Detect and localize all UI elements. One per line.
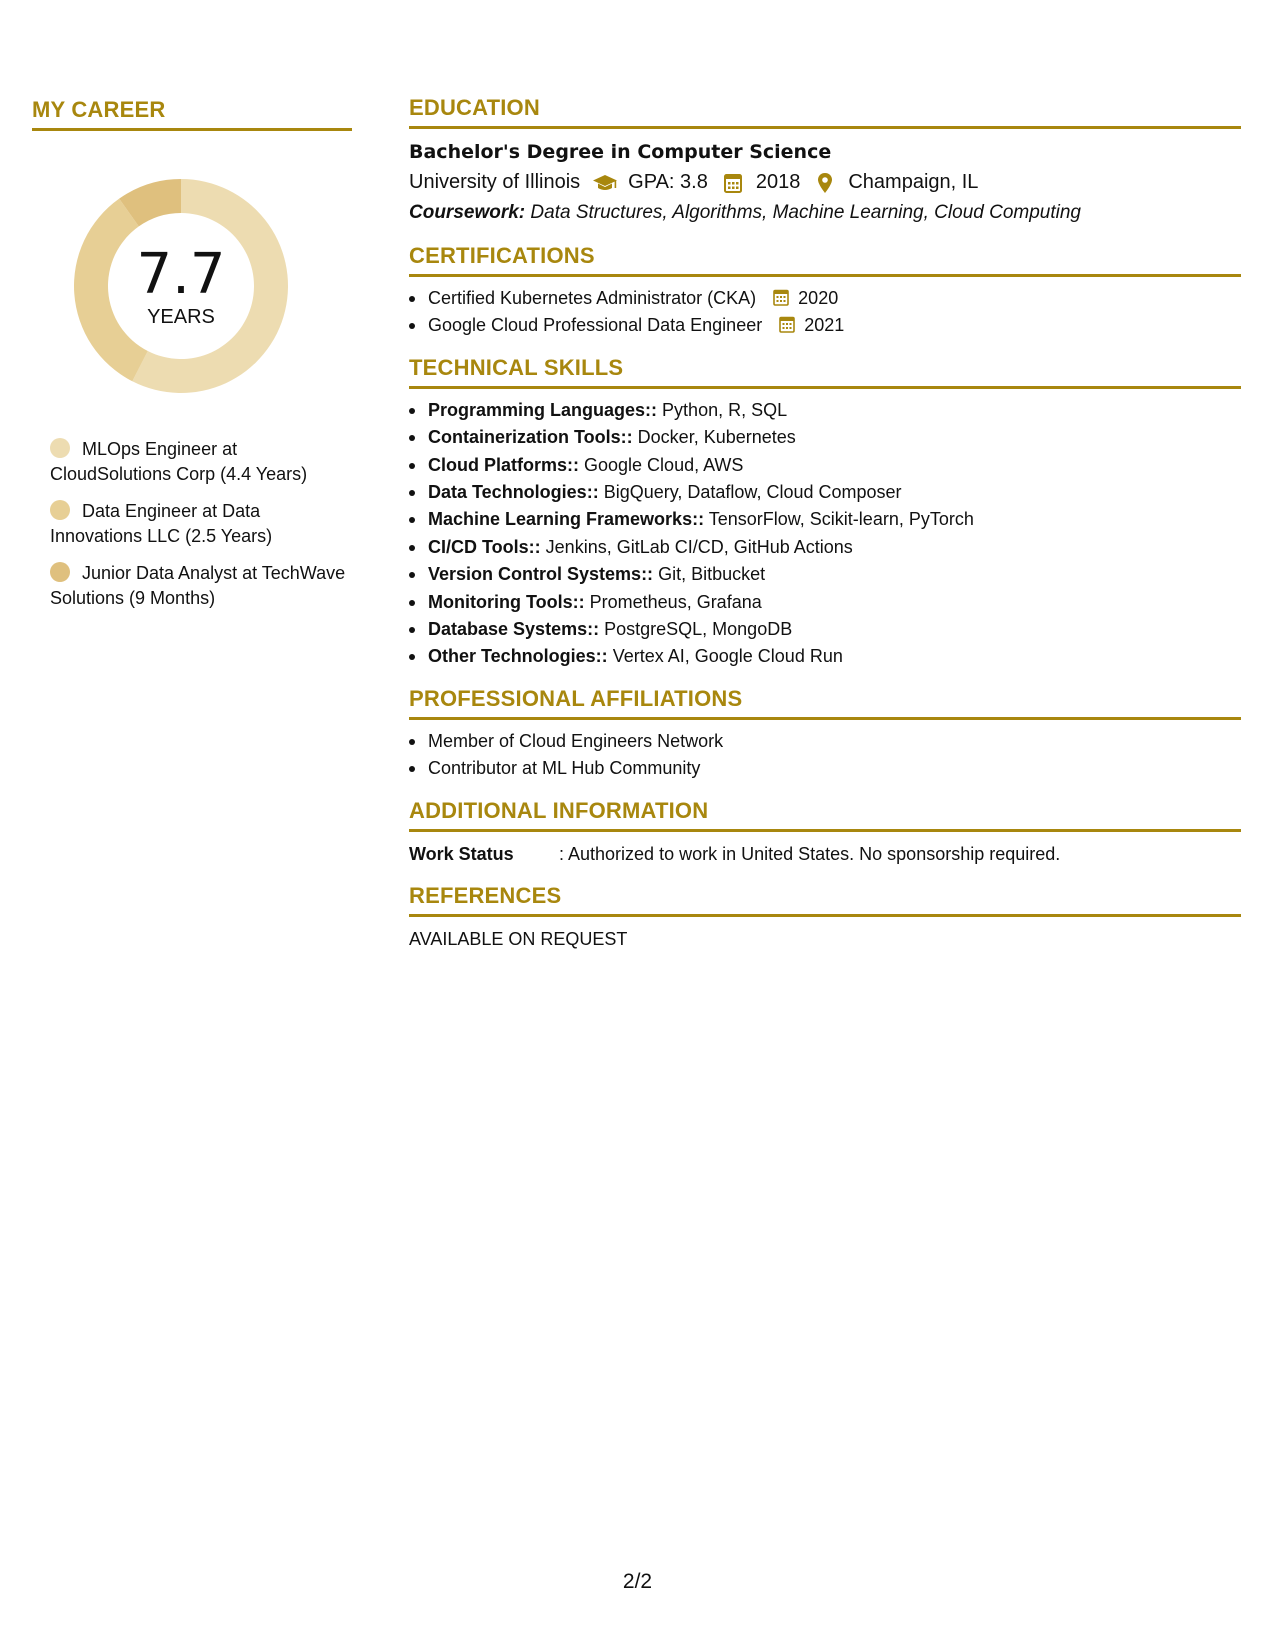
coursework-value: Data Structures, Algorithms, Machine Learning, Cloud Computing: [530, 202, 1081, 223]
affiliations-section: [409, 685, 1241, 783]
calendar-icon: [779, 316, 795, 333]
graduation-cap-icon: [592, 172, 618, 194]
skill-value: Git, Bitbucket: [658, 564, 766, 585]
skill-item: [409, 424, 1241, 451]
legend-dot: [50, 438, 70, 458]
affiliation-item: Contributor at ML Hub Community: [409, 755, 1241, 782]
skills-list: [409, 397, 1241, 671]
skill-value: Docker, Kubernetes: [637, 427, 796, 448]
skill-label: Machine Learning Frameworks::: [428, 509, 705, 530]
skill-value: Google Cloud, AWS: [584, 454, 744, 475]
page-indicator: 2/2: [622, 1570, 653, 1593]
additional-section: [409, 797, 1241, 868]
skill-label: Data Technologies::: [428, 482, 599, 503]
skill-value: Prometheus, Grafana: [589, 591, 762, 612]
certifications-list: [409, 285, 1241, 340]
legend-label: Junior Data Analyst at TechWave Solutions (9 Months): [50, 563, 346, 608]
affiliations-title: PROFESSIONAL AFFILIATIONS: [409, 685, 1241, 720]
references-title: REFERENCES: [409, 882, 1241, 917]
education-year: 2018: [755, 171, 801, 193]
skill-label: Cloud Platforms::: [428, 454, 579, 475]
education-degree: Bachelor's Degree in Computer Science: [409, 141, 832, 163]
skill-item: [409, 452, 1241, 479]
skills-title: TECHNICAL SKILLS: [409, 354, 1241, 389]
legend-item: [50, 437, 350, 487]
legend-dot: [50, 500, 70, 520]
skill-value: Jenkins, GitLab CI/CD, GitHub Actions: [545, 536, 853, 557]
certification-item: [409, 285, 1241, 312]
skill-item: [409, 479, 1241, 506]
skill-value: TensorFlow, Scikit-learn, PyTorch: [708, 509, 974, 530]
education-section: [409, 94, 1241, 228]
calendar-icon: [720, 172, 746, 194]
education-title: EDUCATION: [409, 94, 1241, 129]
certifications-section: [409, 242, 1241, 340]
main-column: [409, 94, 1241, 967]
career-legend: [50, 437, 350, 611]
skill-value: PostgreSQL, MongoDB: [604, 619, 793, 640]
certifications-title: CERTIFICATIONS: [409, 242, 1241, 277]
certification-name: Certified Kubernetes Administrator (CKA): [428, 288, 757, 308]
legend-item: [50, 561, 350, 611]
affiliation-item: Member of Cloud Engineers Network: [409, 728, 1241, 755]
skill-value: BigQuery, Dataflow, Cloud Composer: [603, 482, 902, 503]
references-section: [409, 882, 1241, 953]
certification-name: Google Cloud Professional Data Engineer: [428, 315, 763, 336]
education-details: [409, 167, 1241, 198]
references-text: AVAILABLE ON REQUEST: [409, 928, 628, 949]
education-coursework: [409, 198, 1241, 228]
skill-label: Programming Languages::: [428, 399, 658, 420]
affiliations-list: [409, 728, 1241, 783]
skill-item: [409, 397, 1241, 424]
skill-label: Version Control Systems::: [428, 564, 654, 585]
skill-label: Database Systems::: [428, 619, 600, 640]
skill-label: CI/CD Tools::: [428, 536, 541, 557]
coursework-label: Coursework:: [409, 202, 526, 223]
certification-year: 2020: [798, 288, 839, 308]
skill-value: Python, R, SQL: [662, 399, 788, 420]
legend-label: Data Engineer at Data Innovations LLC (2.5 Years): [50, 501, 273, 546]
certification-year: 2021: [804, 315, 845, 336]
skill-value: Vertex AI, Google Cloud Run: [612, 646, 843, 667]
calendar-icon: [773, 289, 789, 306]
skill-item: [409, 643, 1241, 670]
skill-item: [409, 534, 1241, 561]
skills-section: [409, 354, 1241, 671]
skill-label: Containerization Tools::: [428, 427, 633, 448]
legend-dot: [50, 562, 70, 582]
total-years-unit: YEARS: [147, 306, 215, 328]
work-status-row: [409, 840, 1241, 868]
skill-item: [409, 561, 1241, 588]
skill-label: Other Technologies::: [428, 646, 608, 667]
legend-label: MLOps Engineer at CloudSolutions Corp (4.4 Years): [50, 439, 308, 484]
skill-item: [409, 616, 1241, 643]
skill-item: [409, 589, 1241, 616]
skill-item: [409, 506, 1241, 533]
total-years-value: 7.7: [136, 242, 226, 307]
donut-center: [66, 171, 296, 401]
work-status-label: Work Status: [409, 843, 514, 864]
location-pin-icon: [812, 172, 838, 194]
education-location: Champaign, IL: [848, 171, 979, 193]
certification-item: [409, 312, 1241, 339]
career-donut-chart: [66, 171, 296, 401]
additional-title: ADDITIONAL INFORMATION: [409, 797, 1241, 832]
legend-item: [50, 499, 350, 549]
work-status-value: : Authorized to work in United States. No sponsorship required.: [559, 843, 1061, 864]
education-gpa: GPA: 3.8: [628, 171, 708, 193]
education-school: University of Illinois: [409, 171, 581, 193]
career-title: MY CAREER: [32, 96, 352, 131]
career-column: [32, 96, 352, 623]
skill-label: Monitoring Tools::: [428, 591, 585, 612]
